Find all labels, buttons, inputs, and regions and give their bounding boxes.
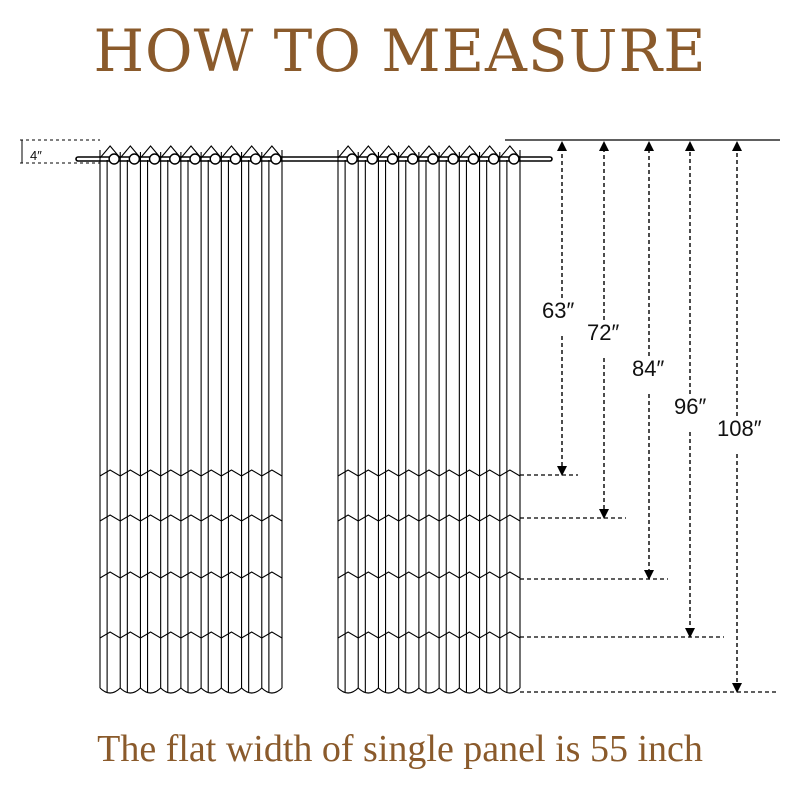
length-label: 96″ (674, 394, 707, 419)
length-measure-1 (520, 146, 578, 475)
curtain-panel-right (338, 146, 520, 693)
length-measure-2 (520, 146, 626, 518)
length-label: 108″ (717, 416, 762, 441)
page-title: HOW TO MEASURE (93, 17, 707, 85)
length-label: 72″ (587, 320, 620, 345)
length-measure-3 (520, 146, 668, 579)
length-label: 63″ (542, 298, 575, 323)
panel-width-caption: The flat width of single panel is 55 inch (97, 728, 703, 770)
length-measure-4 (520, 146, 724, 637)
header-measure (20, 140, 100, 163)
curtain-panel-left (100, 146, 282, 693)
length-measures (520, 146, 778, 692)
length-label: 84″ (632, 356, 665, 381)
header-label: 4″ (30, 148, 42, 163)
